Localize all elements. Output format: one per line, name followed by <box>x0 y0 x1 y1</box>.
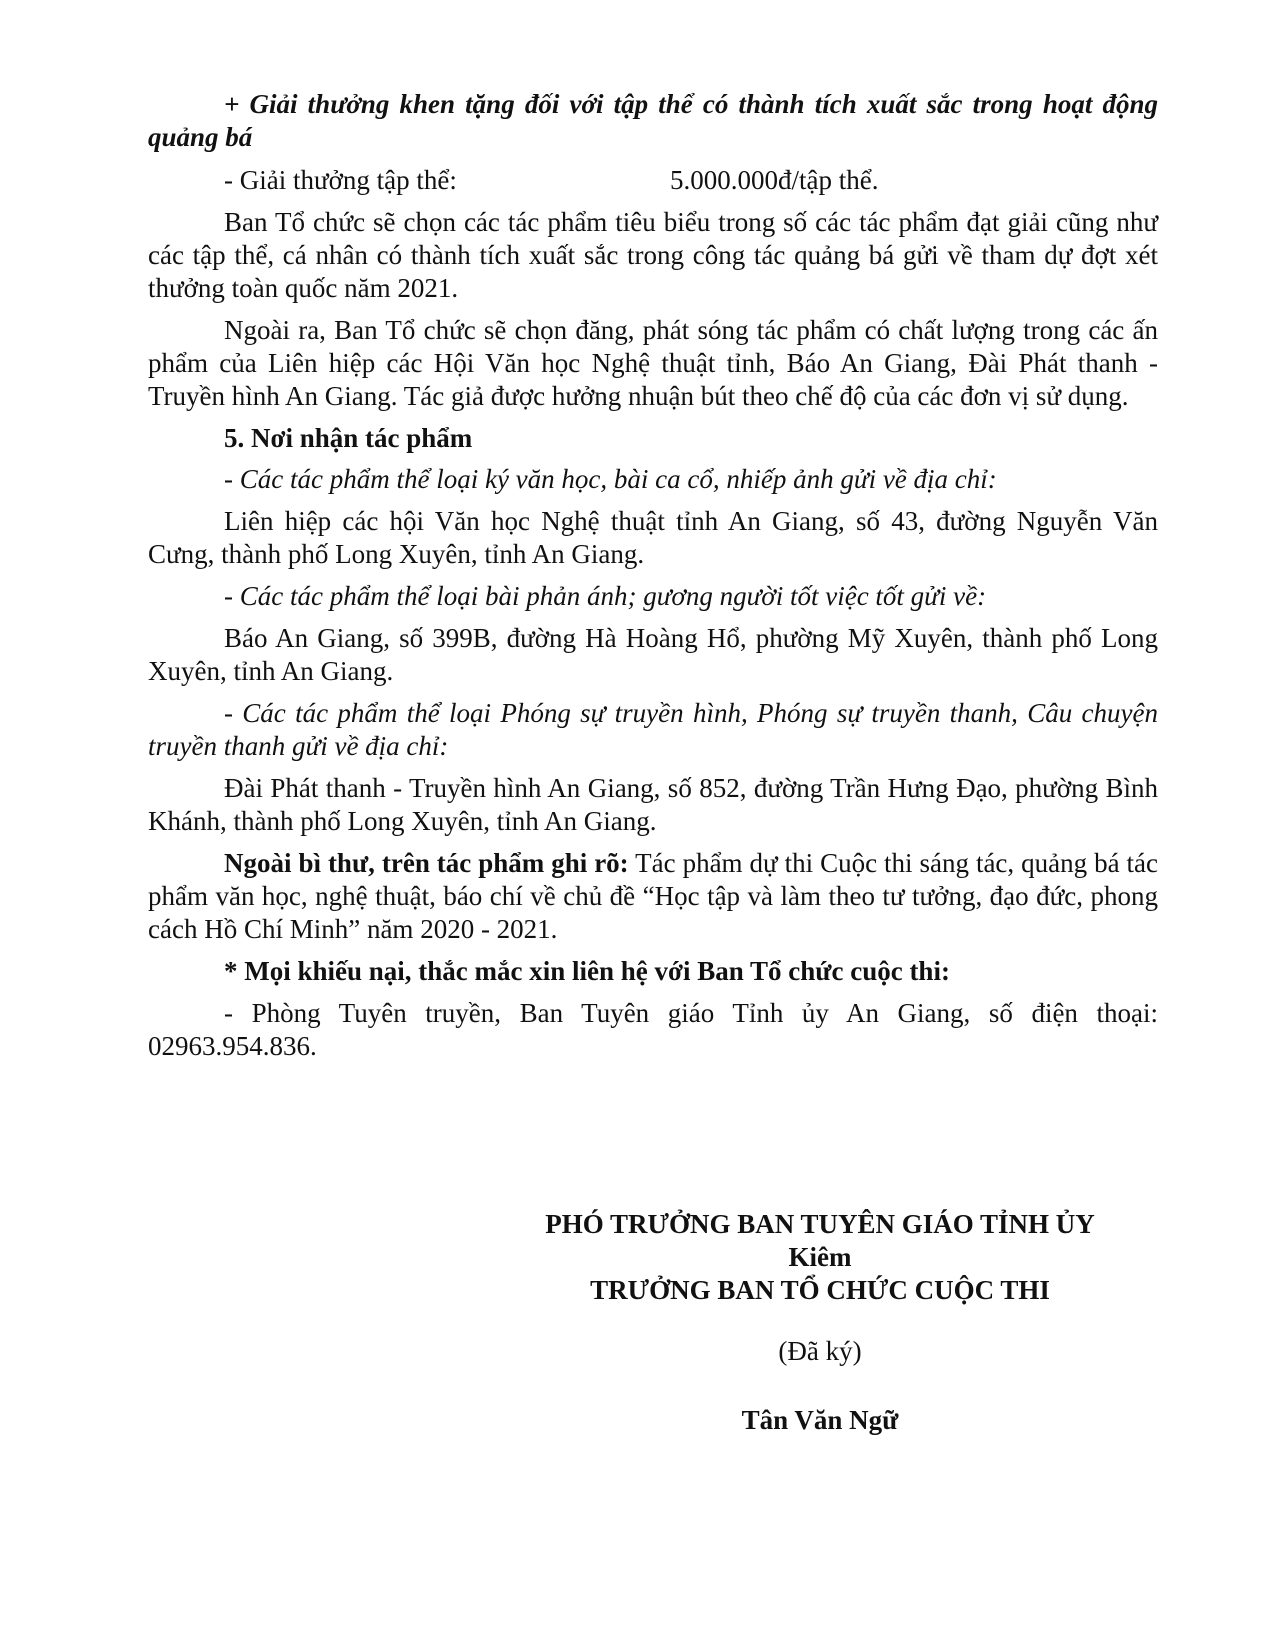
award-line <box>148 164 1158 197</box>
signature-title-line3: TRƯỞNG BAN TỔ CHỨC CUỘC THI <box>590 1275 1050 1305</box>
category-item: - Các tác phẩm thể loại bài phản ánh; gương người tốt việc tốt gửi về: <box>224 581 987 611</box>
address-item: Báo An Giang, số 399B, đường Hà Hoàng Hổ, phường Mỹ Xuyên, thành phố Long Xuyên, tỉnh An Giang. <box>148 623 1158 686</box>
signature-title-line1: PHÓ TRƯỞNG BAN TUYÊN GIÁO TỈNH ỦY <box>545 1209 1095 1239</box>
award-heading: + Giải thưởng khen tặng đối với tập thể có thành tích xuất sắc trong hoạt động quảng bá <box>148 89 1158 152</box>
category-item: - Các tác phẩm thể loại ký văn học, bài ca cổ, nhiếp ảnh gửi về địa chỉ: <box>224 464 997 494</box>
category-item: - Các tác phẩm thể loại Phóng sự truyền hình, Phóng sự truyền thanh, Câu chuyện truyền thanh gửi về địa chỉ: <box>148 698 1158 761</box>
envelope-paragraph <box>148 847 1158 946</box>
address-item: Liên hiệp các hội Văn học Nghệ thuật tỉnh An Giang, số 43, đường Nguyễn Văn Cưng, thành phố Long Xuyên, tỉnh An Giang. <box>148 506 1158 569</box>
section-title: 5. Nơi nhận tác phẩm <box>224 423 473 453</box>
contact-text: - Phòng Tuyên truyền, Ban Tuyên giáo Tỉnh ủy An Giang, số điện thoại: 02963.954.836. <box>148 998 1158 1061</box>
contact-heading: * Mọi khiếu nại, thắc mắc xin liên hệ với Ban Tổ chức cuộc thi: <box>224 956 950 986</box>
signature-block <box>500 1208 1140 1437</box>
signature-status: (Đã ký) <box>778 1336 862 1366</box>
signature-title-line2: Kiêm <box>788 1242 852 1272</box>
award-line-value: 5.000.000đ/tập thể. <box>670 165 879 195</box>
signer-name: Tân Văn Ngữ <box>741 1405 899 1435</box>
envelope-label: Ngoài bì thư, trên tác phẩm ghi rõ: <box>224 848 629 878</box>
award-line-label: - Giải thưởng tập thể: <box>224 165 457 195</box>
selection-paragraph: Ban Tổ chức sẽ chọn các tác phẩm tiêu biểu trong số các tác phẩm đạt giải cũng như các tập thể, cá nhân có thành tích xuất sắc trong công tác quảng bá gửi về tham dự đợt xét thưởng toàn quốc năm 2021. <box>148 207 1158 303</box>
envelope-text: Tác phẩm dự thi Cuộc thi sáng tác, quảng bá tác phẩm văn học, nghệ thuật, báo chí về chủ đề “Học tập và làm theo tư tưởng, đạo đức, phong cách Hồ Chí Minh” năm 2020 - 2021. <box>148 848 1158 944</box>
document-body <box>148 88 1158 1072</box>
address-item: Đài Phát thanh - Truyền hình An Giang, số 852, đường Trần Hưng Đạo, phường Bình Khánh, thành phố Long Xuyên, tỉnh An Giang. <box>148 773 1158 836</box>
publication-paragraph: Ngoài ra, Ban Tổ chức sẽ chọn đăng, phát sóng tác phẩm có chất lượng trong các ấn phẩm của Liên hiệp các Hội Văn học Nghệ thuật tỉnh, Báo An Giang, Đài Phát thanh - Truyền hình An Giang. Tác giả được hưởng nhuận bút theo chế độ của các đơn vị sử dụng. <box>148 315 1158 411</box>
